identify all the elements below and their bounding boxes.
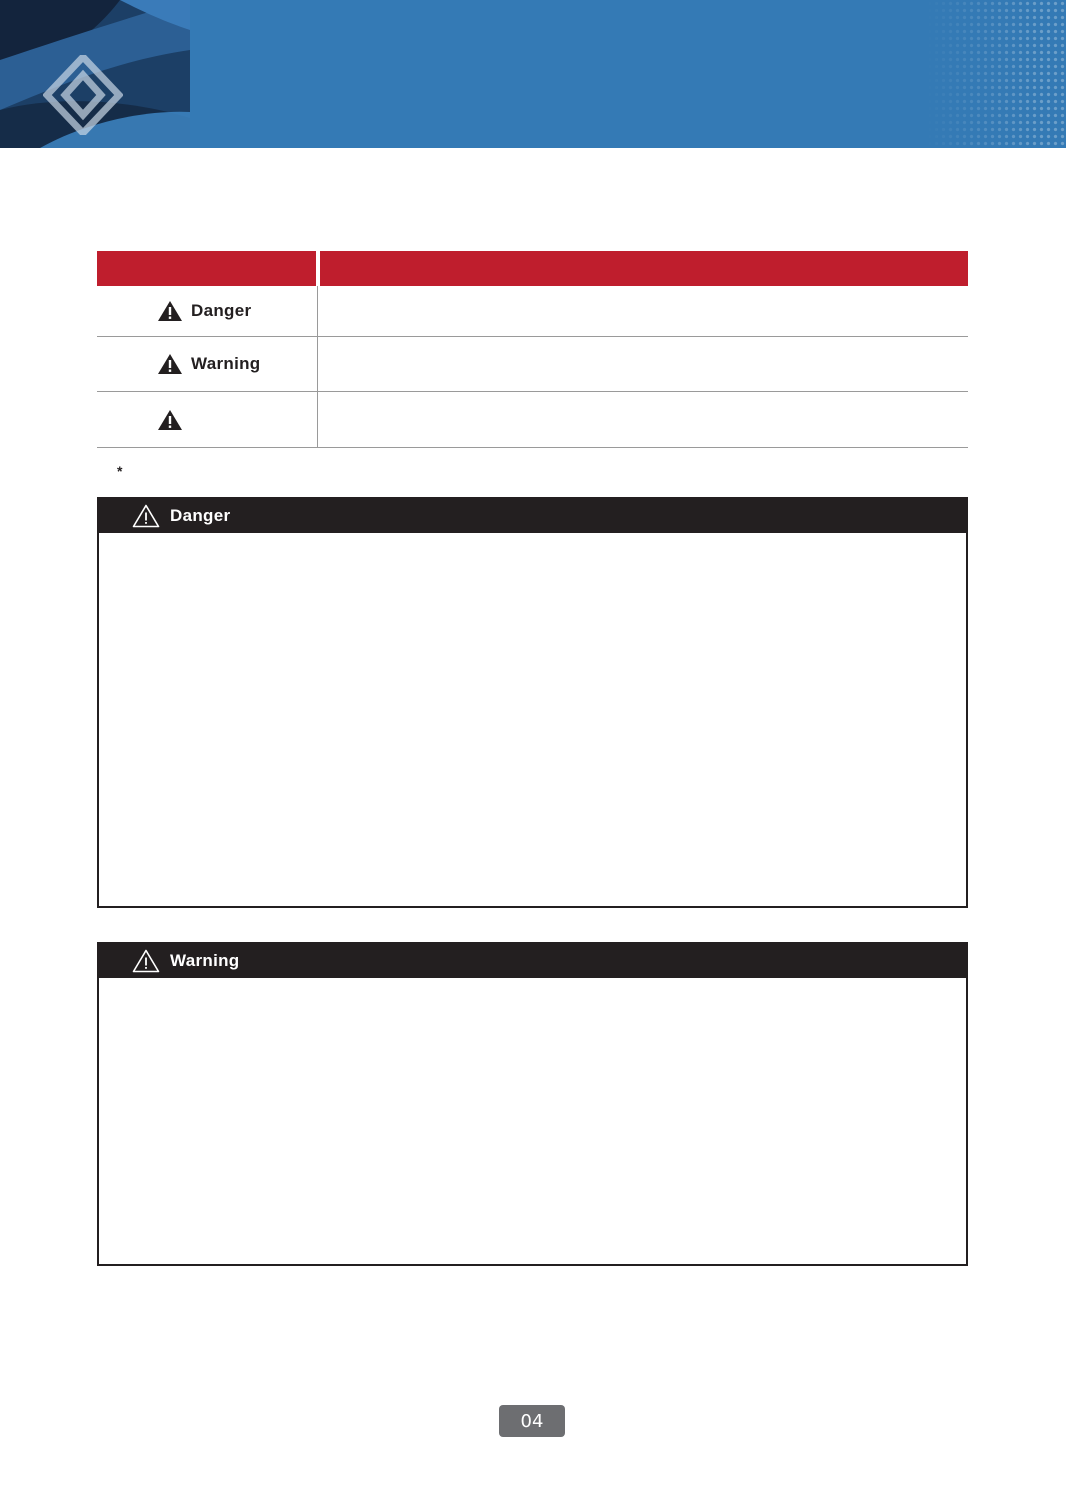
header-banner	[0, 0, 1066, 148]
legend-label: Warning	[191, 354, 261, 373]
legend-row-warning	[97, 337, 968, 392]
page-number: 04	[499, 1405, 565, 1437]
legend-footnote: *	[117, 463, 123, 479]
outline-warning-triangle-icon	[132, 504, 160, 528]
legend-header	[97, 251, 968, 286]
legend-label: Danger	[191, 301, 252, 320]
diamond-logo-icon	[43, 55, 123, 135]
legend-row-danger	[97, 286, 968, 337]
filled-warning-triangle-icon	[157, 353, 183, 375]
legend-label-wrap	[157, 300, 251, 322]
outline-warning-triangle-icon	[132, 949, 160, 973]
signal-word-legend	[97, 251, 968, 448]
legend-cell	[97, 392, 318, 447]
filled-warning-triangle-icon	[157, 409, 183, 431]
legend-row-caution	[97, 392, 968, 448]
danger-box-header	[99, 499, 966, 533]
legend-header-divider	[316, 251, 320, 286]
legend-label-wrap	[157, 409, 191, 431]
warning-box-header	[99, 944, 966, 978]
filled-warning-triangle-icon	[157, 300, 183, 322]
danger-box-title: Danger	[170, 506, 231, 525]
banner-dot-pattern	[926, 0, 1066, 148]
warning-box-title: Warning	[170, 951, 240, 970]
legend-label-wrap	[157, 353, 260, 375]
warning-box	[97, 942, 968, 1266]
banner-graphic	[0, 0, 190, 148]
danger-box	[97, 497, 968, 908]
